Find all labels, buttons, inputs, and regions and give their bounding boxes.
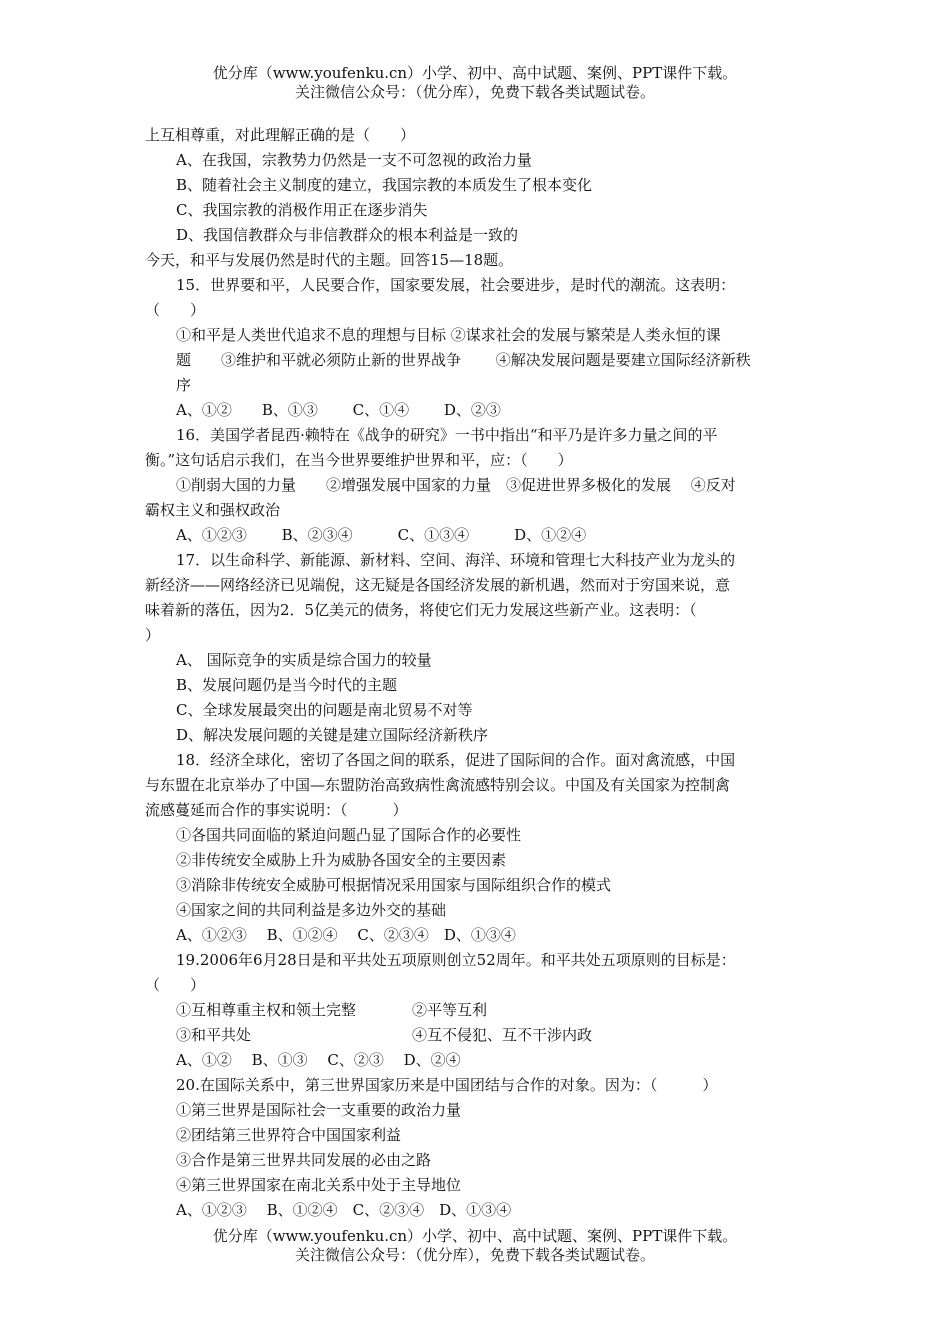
q17-option-c: C、全球发展最突出的问题是南北贸易不对等 (176, 701, 473, 719)
q16-stem-cont: 衡。”这句话启示我们，在当今世界要维护世界和平，应：（ ） (145, 451, 573, 469)
q15-answers: A、①② B、①③ C、①④ D、②③ (176, 401, 501, 419)
q18-statement-4: ④国家之间的共同利益是多边外交的基础 (176, 901, 447, 919)
q19-stem: 19.2006年6月28日是和平共处五项原则创立52周年。和平共处五项原则的目标是： (176, 951, 736, 969)
q17-stem-cont-3: ） (145, 626, 161, 644)
page-header (0, 64, 950, 102)
q18-statement-2: ②非传统安全威胁上升为威胁各国安全的主要因素 (176, 851, 507, 869)
page-footer (0, 1227, 950, 1265)
q20-stem: 20.在国际关系中，第三世界国家历来是中国团结与合作的对象。因为：（ ） (176, 1076, 718, 1094)
q17-stem-cont-2: 味着新的落伍，因为2．5亿美元的债务，将使它们无力发展这些新产业。这表明：（ (145, 601, 697, 619)
q20-answers: A、①②③ B、①②④ C、②③④ D、①③④ (176, 1201, 512, 1219)
q18-answers: A、①②③ B、①②④ C、②③④ D、①③④ (176, 926, 516, 944)
q16-statements-2: 霸权主义和强权政治 (145, 501, 281, 519)
q20-statement-2: ②团结第三世界符合中国国家利益 (176, 1126, 402, 1144)
exam-content (145, 123, 810, 1223)
q20-statement-3: ③合作是第三世界共同发展的必由之路 (176, 1151, 432, 1169)
q15-statements-2: 题 ③维护和平就必须防止新的世界战争 ④解决发展问题是要建立国际经济新秩 (176, 351, 751, 369)
q16-stem: 16．美国学者昆西·赖特在《战争的研究》一书中指出“和平乃是许多力量之间的平 (176, 426, 718, 444)
q15-stem: 15．世界要和平，人民要合作，国家要发展，社会要进步，是时代的潮流。这表明： (176, 276, 736, 294)
q17-option-a: A、 国际竞争的实质是综合国力的较量 (176, 651, 432, 669)
q17-option-b: B、发展问题仍是当今时代的主题 (176, 676, 398, 694)
q15-stem-cont: （ ） (145, 301, 206, 319)
q19-statement-1: ①互相尊重主权和领土完整 (176, 1001, 357, 1019)
q18-statement-1: ①各国共同面临的紧迫问题凸显了国际合作的必要性 (176, 826, 522, 844)
q19-statement-3: ③和平共处 (176, 1026, 252, 1044)
q18-stem: 18．经济全球化，密切了各国之间的联系，促进了国际间的合作。面对禽流感，中国 (176, 751, 736, 769)
q18-stem-cont-1: 与东盟在北京举办了中国—东盟防治高致病性禽流感特别会议。中国及有关国家为控制禽 (145, 776, 731, 794)
q14-option-a: A、在我国，宗教势力仍然是一支不可忽视的政治力量 (176, 151, 532, 169)
q15-statements-3: 序 (176, 376, 192, 394)
q19-statement-2: ②平等互利 (412, 1001, 488, 1019)
q14-option-b: B、随着社会主义制度的建立，我国宗教的本质发生了根本变化 (176, 176, 593, 194)
q18-statement-3: ③消除非传统安全威胁可根据情况采用国家与国际组织合作的模式 (176, 876, 612, 894)
q20-statement-1: ①第三世界是国际社会一支重要的政治力量 (176, 1101, 462, 1119)
header-line-2: 关注微信公众号：（优分库），免费下载各类试题试卷。 (294, 83, 655, 101)
section-intro: 今天，和平与发展仍然是时代的主题。回答15—18题。 (145, 251, 514, 269)
footer-line-1: 优分库（www.youfenku.cn）小学、初中、高中试题、案例、PPT课件下载。 (212, 1227, 738, 1245)
q14-option-c: C、我国宗教的消极作用正在逐步消失 (176, 201, 428, 219)
q18-stem-cont-2: 流感蔓延而合作的事实说明：（ ） (145, 801, 408, 819)
q19-statements-row-1 (145, 998, 810, 1023)
q17-stem: 17．以生命科学、新能源、新材料、空间、海洋、环境和管理七大科技产业为龙头的 (176, 551, 736, 569)
q19-stem-cont: （ ） (145, 976, 206, 994)
q15-statements-1: ①和平是人类世代追求不息的理想与目标 ②谋求社会的发展与繁荣是人类永恒的课 (176, 326, 721, 344)
q16-answers: A、①②③ B、②③④ C、①③④ D、①②④ (176, 526, 587, 544)
q17-option-d: D、解决发展问题的关键是建立国际经济新秩序 (176, 726, 489, 744)
q14-stem-tail: 上互相尊重，对此理解正确的是（ ） (145, 126, 416, 144)
footer-line-2: 关注微信公众号：（优分库），免费下载各类试题试卷。 (294, 1246, 655, 1264)
q19-answers: A、①② B、①③ C、②③ D、②④ (176, 1051, 461, 1069)
q17-stem-cont-1: 新经济——网络经济已见端倪，这无疑是各国经济发展的新机遇，然而对于穷国来说，意 (145, 576, 731, 594)
q19-statement-4: ④互不侵犯、互不干涉内政 (412, 1026, 593, 1044)
q19-statements-row-2 (145, 1023, 810, 1048)
q16-statements-1: ①削弱大国的力量 ②增强发展中国家的力量 ③促进世界多极化的发展 ④反对 (176, 476, 736, 494)
q14-option-d: D、我国信教群众与非信教群众的根本利益是一致的 (176, 226, 519, 244)
header-line-1: 优分库（www.youfenku.cn）小学、初中、高中试题、案例、PPT课件下载。 (212, 64, 738, 82)
q20-statement-4: ④第三世界国家在南北关系中处于主导地位 (176, 1176, 462, 1194)
